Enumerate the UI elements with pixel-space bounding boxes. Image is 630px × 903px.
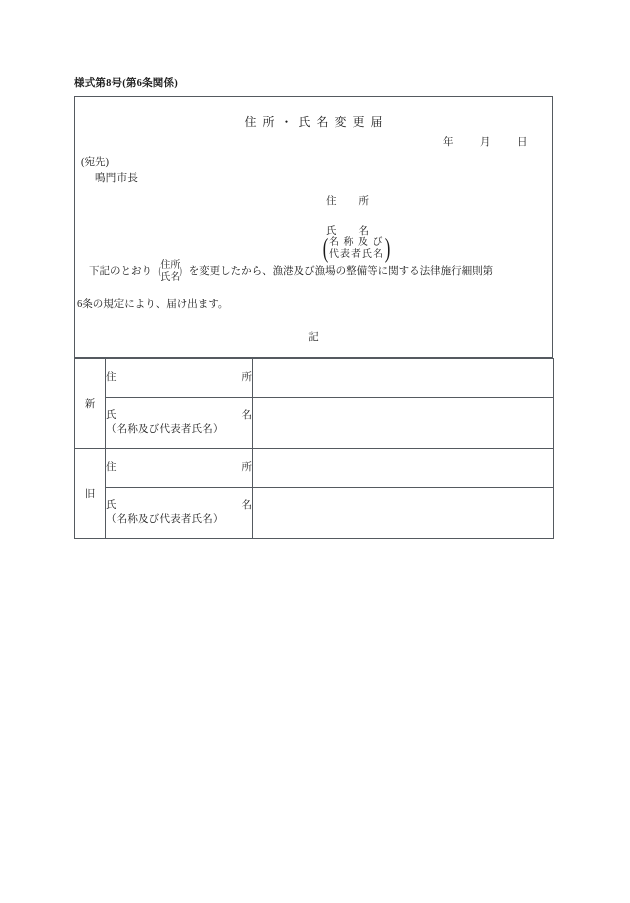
label-old-name-sub: （名称及び代表者氏名） (106, 514, 224, 525)
date-month-label: 月 (480, 137, 491, 148)
declaration-box (74, 96, 553, 358)
applicant-address-label-part1: 住 (326, 196, 337, 207)
change-type-option-address: 住所 (160, 260, 181, 271)
label-cell-old-name (106, 488, 253, 539)
entry-cell-new-address[interactable] (253, 359, 554, 398)
applicant-entity-line-1: 名 称 及 び (329, 236, 384, 248)
table-row (75, 359, 554, 398)
label-cell-old-address (106, 449, 253, 488)
applicant-entity-bracket-group (321, 235, 392, 262)
entry-cell-old-address[interactable] (253, 449, 554, 488)
page-title: 住所・氏名変更届 (244, 115, 389, 129)
change-details-table (74, 358, 554, 539)
label-new-address-left: 住 (106, 371, 117, 383)
label-cell-new-address (106, 359, 253, 398)
label-new-name-right: 名 (241, 409, 252, 421)
applicant-address-label (326, 193, 369, 208)
body-lead-text: 下記のとおり (89, 266, 152, 278)
body-paragraph-line-2: 6条の規定により、届け出ます。 (77, 299, 229, 310)
bracket-close-icon: ) (179, 265, 183, 277)
label-old-address-left: 住 (106, 461, 117, 473)
applicant-address-label-part2: 所 (358, 196, 369, 207)
change-type-bracket-group (158, 260, 183, 284)
entry-cell-old-name[interactable] (253, 488, 554, 539)
addressee-name: 鳴門市長 (95, 173, 139, 184)
table-row (75, 488, 554, 539)
label-cell-new-name (106, 398, 253, 449)
period-cell-old: 旧 (75, 449, 106, 539)
label-old-name-right: 名 (241, 499, 252, 511)
addressee-label: (宛先) (81, 157, 109, 168)
applicant-entity-line-2: 代表者氏名 (329, 248, 384, 260)
bracket-open-icon: ( (158, 265, 161, 277)
label-new-address-right: 所 (241, 371, 252, 383)
table-row (75, 449, 554, 488)
body-tail-text: を変更したから、漁港及び漁場の整備等に関する法律施行細則第 (188, 266, 494, 278)
applicant-name-label-part2: 名 (358, 226, 369, 237)
period-cell-new: 新 (75, 359, 106, 449)
label-new-name-sub: （名称及び代表者氏名） (106, 424, 224, 435)
date-day-label: 日 (517, 137, 528, 148)
table-row (75, 398, 554, 449)
entry-cell-new-name[interactable] (253, 398, 554, 449)
date-line (443, 134, 528, 149)
bracket-open-icon: ( (322, 233, 329, 263)
date-year-label: 年 (443, 137, 454, 148)
change-type-option-name: 氏名 (160, 271, 181, 283)
applicant-name-label-part1: 氏 (326, 226, 337, 237)
ki-mark: 記 (308, 332, 319, 343)
bracket-close-icon: ) (384, 233, 391, 263)
body-paragraph-line-1 (89, 260, 551, 284)
label-new-name-left: 氏 (106, 409, 117, 421)
label-old-address-right: 所 (241, 461, 252, 473)
label-old-name-left: 氏 (106, 499, 117, 511)
form-number-caption: 様式第8号(第6条関係) (74, 78, 178, 89)
